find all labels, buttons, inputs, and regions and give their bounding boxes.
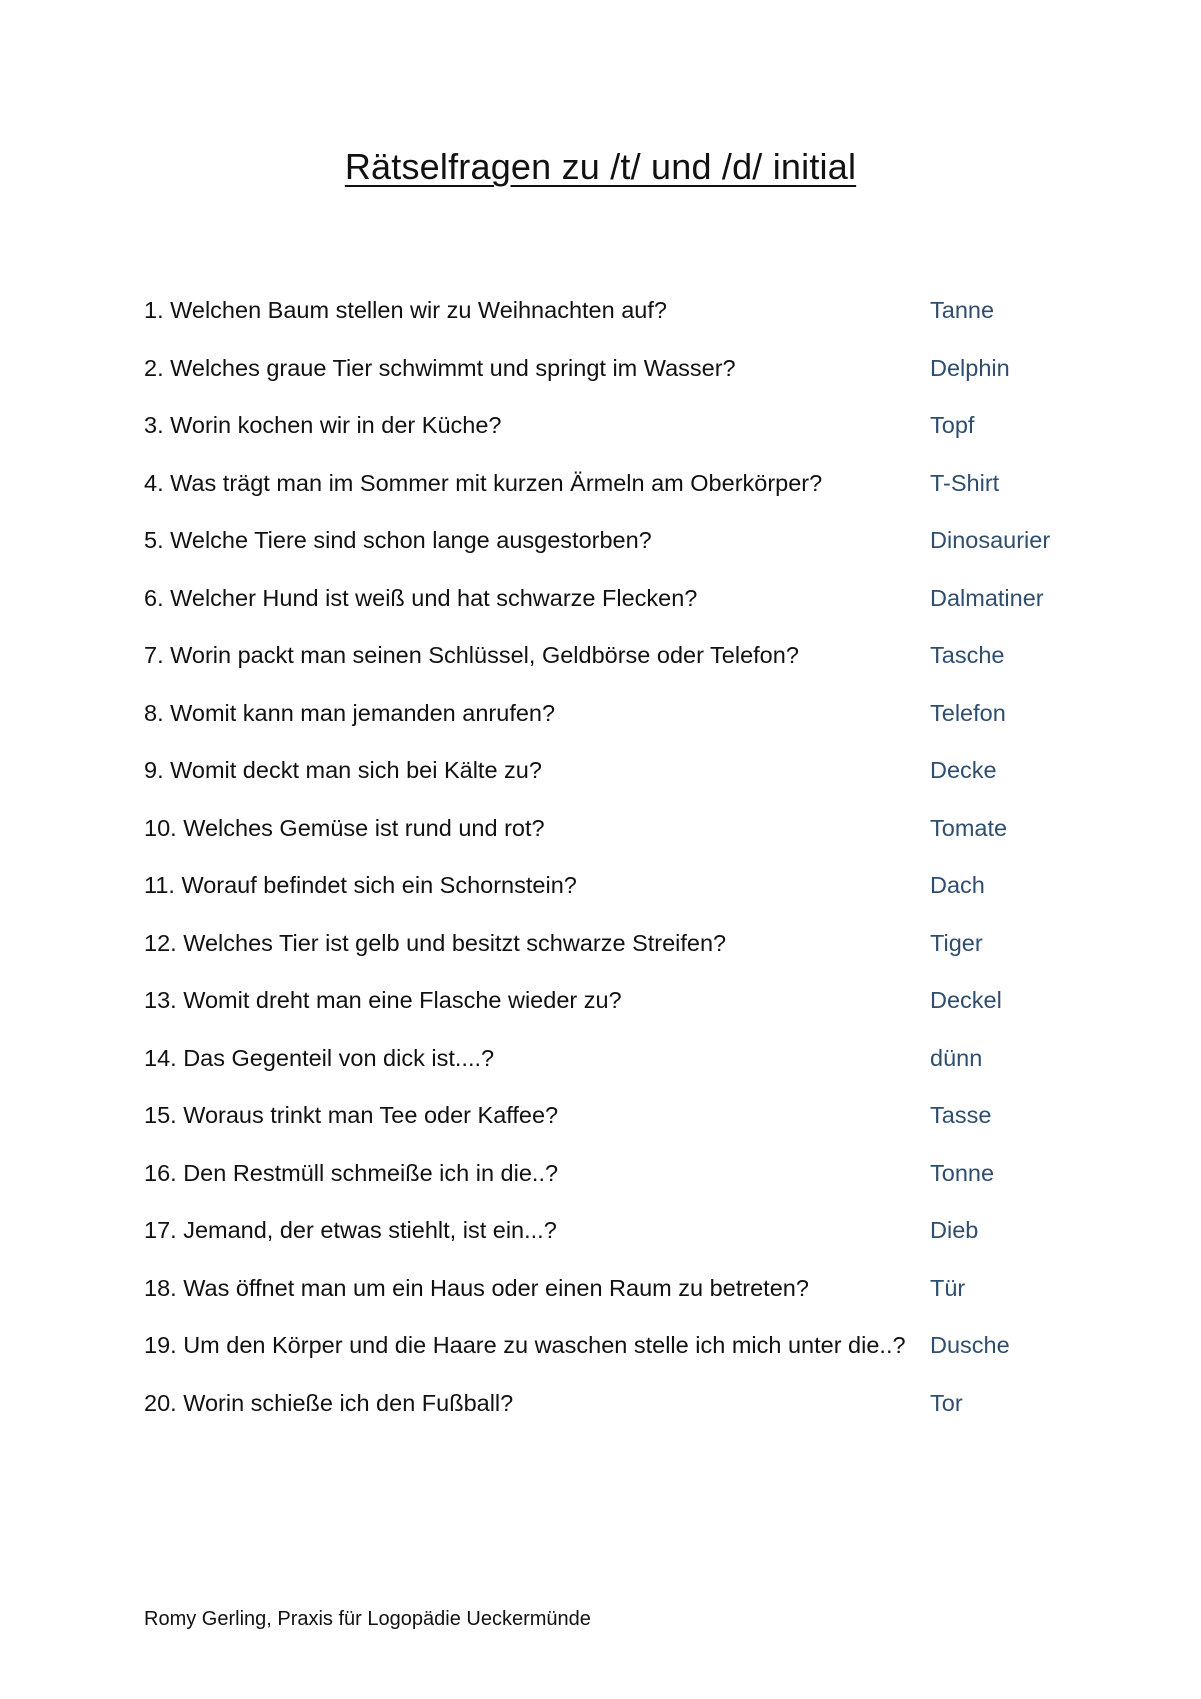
list-item [144,1159,1104,1217]
question-text: 2. Welches graue Tier schwimmt und springt im Wasser? [144,354,736,381]
answer-text: Tasse [930,1102,992,1128]
answer-text: Decke [930,757,997,783]
question-text: 14. Das Gegenteil von dick ist....? [144,1044,495,1071]
question-text: 20. Worin schieße ich den Fußball? [144,1389,514,1416]
question-text: 10. Welches Gemüse ist rund und rot? [144,814,545,841]
list-item [144,1389,1104,1447]
answer-text: Dusche [930,1332,1010,1358]
question-text: 12. Welches Tier ist gelb und besitzt schwarze Streifen? [144,929,727,956]
list-item [144,584,1104,642]
list-item [144,699,1104,757]
answer-text: Tonne [930,1159,995,1186]
answer-text: Telefon [930,699,1006,726]
list-item [144,526,1104,584]
answer-text: Deckel [930,987,1002,1013]
answer-text: T-Shirt [930,469,1000,496]
answer-text: Tasche [930,642,1005,668]
question-text: 15. Woraus trinkt man Tee oder Kaffee? [144,1102,559,1128]
answer-text: Tiger [930,929,983,956]
list-item [144,469,1104,527]
question-text: 16. Den Restmüll schmeiße ich in die..? [144,1159,559,1186]
question-text: 5. Welche Tiere sind schon lange ausgestorben? [144,527,652,553]
list-item [144,296,1104,354]
question-text: 11. Worauf befindet sich ein Schornstein? [144,872,577,898]
answer-text: Delphin [930,354,1010,381]
list-item [144,1274,1104,1332]
answer-text: Tür [930,1274,966,1301]
question-text: 9. Womit deckt man sich bei Kälte zu? [144,757,542,783]
answer-text: Dach [930,872,985,898]
question-text: 3. Worin kochen wir in der Küche? [144,412,502,438]
answer-text: Dinosaurier [930,527,1051,553]
answer-text: Tomate [930,814,1008,841]
list-item [144,986,1104,1044]
answer-text: dünn [930,1044,983,1071]
footer-credit: Romy Gerling, Praxis für Logopädie Ueckermünde [144,1608,591,1630]
question-text: 13. Womit dreht man eine Flasche wieder zu? [144,987,622,1013]
answer-text: Dieb [930,1217,979,1243]
list-item [144,641,1104,699]
question-list [144,296,1104,1446]
list-item [144,929,1104,987]
list-item [144,1216,1104,1274]
list-item [144,411,1104,469]
question-text: 6. Welcher Hund ist weiß und hat schwarze Flecken? [144,584,698,611]
answer-text: Dalmatiner [930,584,1044,611]
page-title: Rätselfragen zu /t/ und /d/ initial [344,146,857,187]
answer-text: Topf [930,412,975,438]
question-text: 4. Was trägt man im Sommer mit kurzen Ärmeln am Oberkörper? [144,469,823,496]
question-text: 19. Um den Körper und die Haare zu waschen stelle ich mich unter die..? [144,1332,906,1358]
list-item [144,814,1104,872]
question-text: 7. Worin packt man seinen Schlüssel, Geldbörse oder Telefon? [144,642,799,668]
question-text: 1. Welchen Baum stellen wir zu Weihnachten auf? [144,297,667,323]
question-text: 8. Womit kann man jemanden anrufen? [144,699,556,726]
question-text: 17. Jemand, der etwas stiehlt, ist ein...? [144,1217,557,1243]
list-item [144,756,1104,814]
question-text: 18. Was öffnet man um ein Haus oder einen Raum zu betreten? [144,1274,809,1301]
list-item [144,1101,1104,1159]
list-item [144,1044,1104,1102]
list-item [144,871,1104,929]
answer-text: Tanne [930,297,995,323]
list-item [144,1331,1104,1389]
list-item [144,354,1104,412]
answer-text: Tor [930,1389,963,1416]
